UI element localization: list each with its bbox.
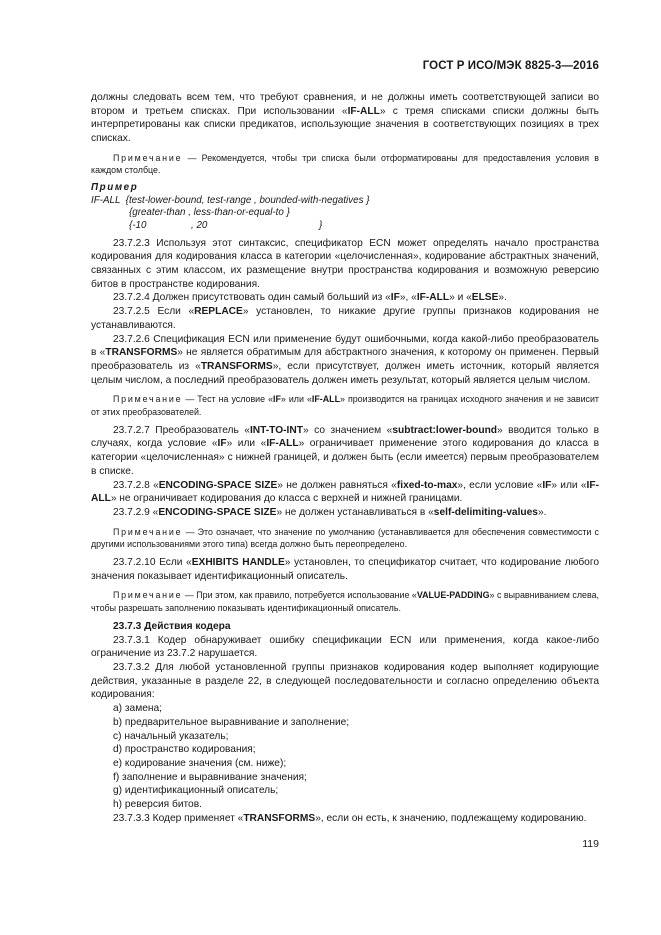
clause-23-7-2-10: 23.7.2.10 Если «EXHIBITS HANDLE» установлен, то спецификатор считает, что кодирование любого значения показывает идентификационный описатель. [91, 557, 599, 582]
paragraph-continuation: должны следовать всем тем, что требуют сравнения, и не должны иметь соответствующей записи во втором и третьем списках. При использовании «IF-ALL» с тремя списками списки должны быть интерпретированы как списки предикатов, использующие значения в соответствующих позициях в трех списках. [91, 92, 599, 145]
list-item: h) реверсия битов. [113, 799, 202, 811]
page-number: 119 [582, 838, 599, 850]
note-2: Примечание — Тест на условие «IF» или «IF-ALL» производится на границах исходного значения и не зависит от этих преобразователей. [91, 394, 599, 417]
clause-23-7-2-8: 23.7.2.8 «ENCODING-SPACE SIZE» не должен равняться «fixed-to-max», если условие «IF» или «IF-ALL» не ограничивает кодирования до класса с верхней и нижней границами. [91, 479, 599, 505]
example-line-3: {-10 , 20 } [129, 220, 323, 231]
note-3: Примечание — Это означает, что значение по умолчанию (устанавливается для обеспечения совместимости с другими использованиями этого типа) всегда должно быть переопределено. [91, 526, 599, 549]
clause-23-7-2-7: 23.7.2.7 Преобразователь «INT-TO-INT» со значением «subtract:lower-bound» вводится только в случаях, когда условие «IF» или «IF-ALL» ограничивает применение этого кодирования до класса в категории «целочисленная» с нижней границей, и должен быть (если имеется) первым преобразователем в списке. [91, 424, 600, 477]
list-item: e) кодирование значения (см. ниже); [113, 757, 287, 769]
list-item: b) предварительное выравнивание и заполнение; [113, 716, 350, 728]
standard-header: ГОСТ Р ИСО/МЭК 8825-3—2016 [422, 60, 599, 72]
note-4: Примечание — При этом, как правило, потребуется использование «VALUE-PADDING» с выравниванием слева, чтобы разрешать заполнению показывать идентификационный описатель. [91, 590, 599, 613]
list-item: c) начальный указатель; [113, 730, 229, 742]
example-block [91, 182, 599, 232]
example-label: Пример [91, 182, 139, 194]
example-line-2: {greater-than , less-than-or-equal-to } [129, 207, 290, 219]
example-line-1: IF-ALL {test-lower-bound, test-range , bounded-with-negatives } [91, 194, 370, 206]
clause-23-7-2-5: 23.7.2.5 Если «REPLACE» установлен, то никакие другие группы признаков кодирования не устанавливаются. [91, 306, 599, 331]
clause-23-7-3-1: 23.7.3.1 Кодер обнаруживает ошибку спецификации ECN или применения, когда какое-либо ограничение из 23.7.2 нарушается. [91, 634, 599, 660]
note-1: Примечание — Рекомендуется, чтобы три списка были отформатированы для предоставления условия в каждом столбце. [91, 152, 599, 176]
clause-23-7-2-9: 23.7.2.9 «ENCODING-SPACE SIZE» не должен устанавливаться в «self-delimiting-values». [113, 506, 547, 518]
list-item: a) замена; [113, 703, 163, 715]
clause-23-7-3-2: 23.7.3.2 Для любой установленной группы признаков кодирования кодер выполняет кодирующие действия, указанные в разделе 22, в следующей последовательности и согласно определению объекта кодирования: [91, 661, 599, 701]
list-item: g) идентификационный описатель; [113, 785, 279, 797]
section-title: 23.7.3 Действия кодера [113, 620, 231, 632]
clause-23-7-2-3: 23.7.2.3 Используя этот синтаксис, спецификатор ECN может определять начало пространства кодирования для кодирования класса в категории «целочисленная», кодирование абстрактных значений, связанных с этим классом, их размещение внутри пространства кодирования и возможную реверсию битов в пространстве кодирования. [91, 237, 599, 290]
page-body [91, 91, 599, 825]
clause-23-7-3-3: 23.7.3.3 Кодер применяет «TRANSFORMS», если он есть, к значению, подлежащему кодированию. [113, 812, 587, 824]
encoding-actions-list [91, 702, 599, 812]
clause-23-7-2-6: 23.7.2.6 Спецификация ECN или применение будут ошибочными, когда какой-либо преобразователь в «TRANSFORMS» не является обратимым для абстрактного значения, к которому он применен. Первый преобразователь из «TRANSFORMS», если присутствует, должен иметь источник, который является целым числом, а последний преобразователь должен иметь результат, который является целым числом. [91, 333, 599, 386]
clause-23-7-2-4: 23.7.2.4 Должен присутствовать один самый больший из «IF», «IF-ALL» и «ELSE». [113, 292, 507, 304]
list-item: d) пространство кодирования; [113, 744, 256, 756]
list-item: f) заполнение и выравнивание значения; [113, 771, 307, 783]
